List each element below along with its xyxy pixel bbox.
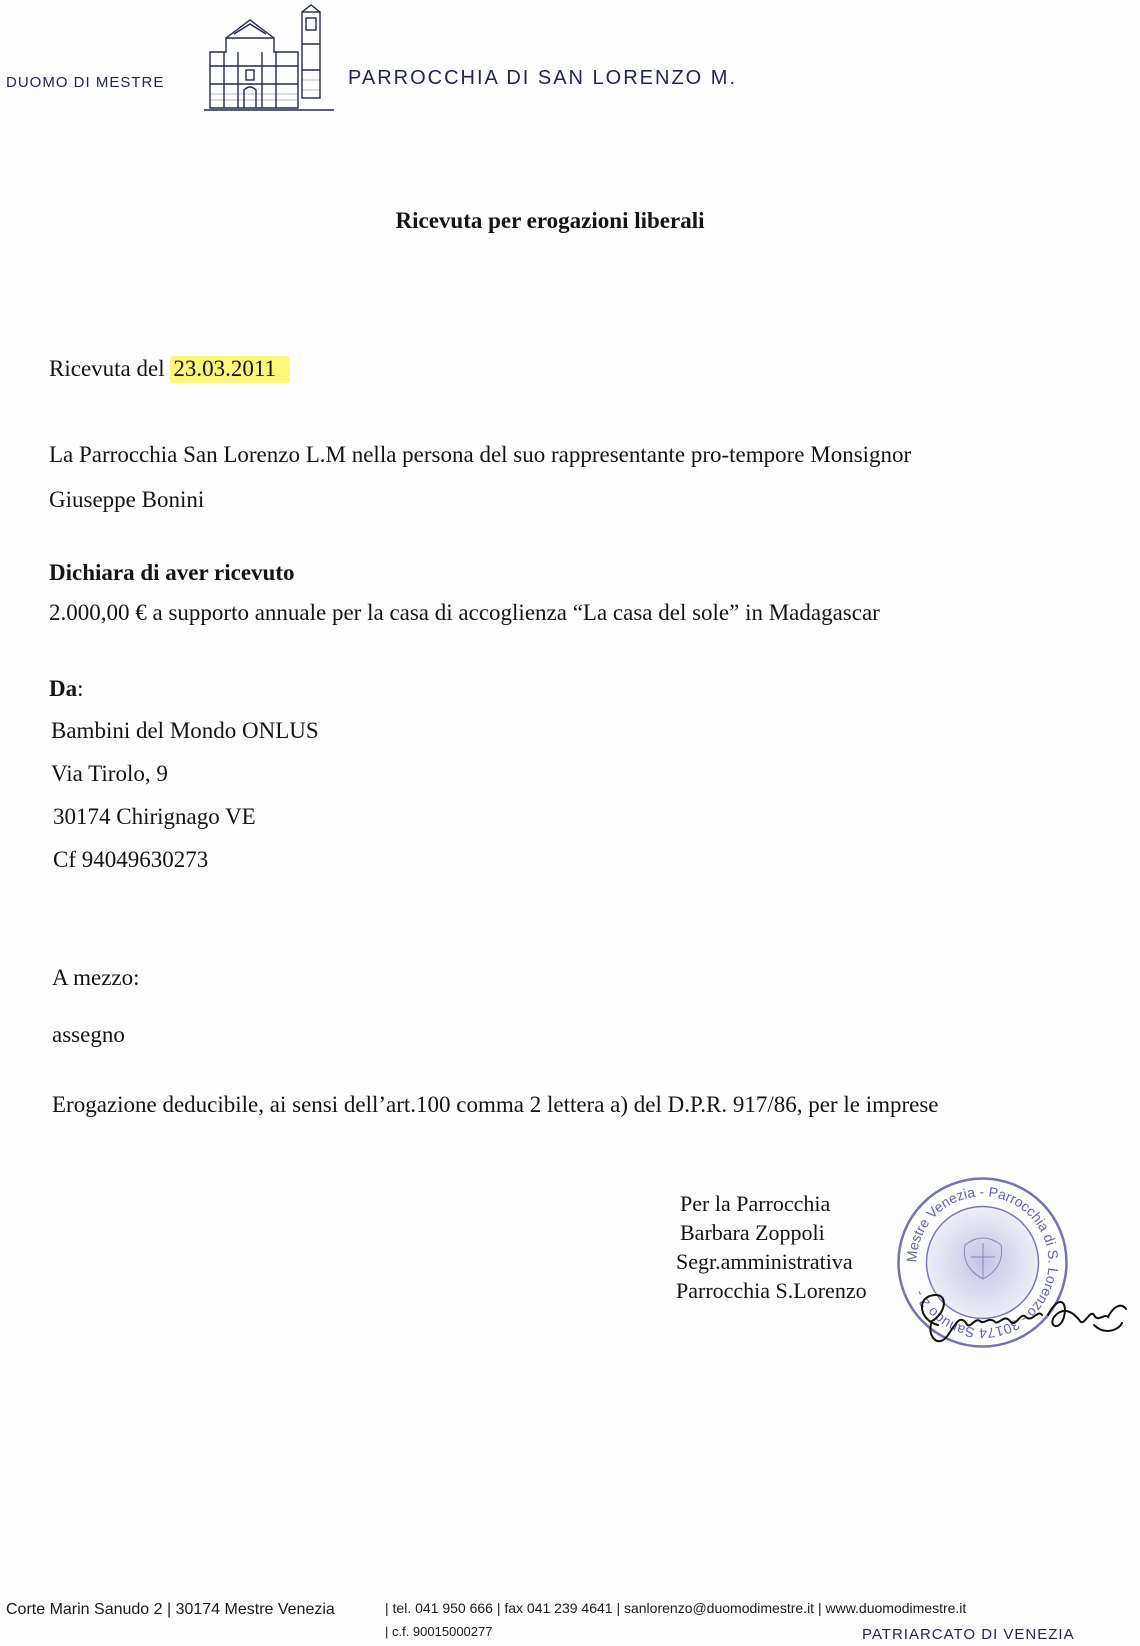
declaration-text: 2.000,00 € a supporto annuale per la casa di accoglienza “La casa del sole” in Madagascar xyxy=(49,600,880,625)
footer-contacts: | tel. 041 950 666 | fax 041 239 4641 | sanlorenzo@duomodimestre.it | www.duomodimestre.it xyxy=(385,1600,967,1616)
from-line: 30174 Chirignago VE xyxy=(53,804,256,829)
means-value: assegno xyxy=(52,1022,125,1047)
stamp-ring-text: Mestre Venezia - Parrocchia di S. Lorenzo - 30174 Sanudo 2 - xyxy=(903,1183,1062,1342)
means-heading: A mezzo: xyxy=(52,965,140,990)
signature-line: Segr.amministrativa xyxy=(676,1249,853,1274)
declaration-heading: Dichiara di aver ricevuto xyxy=(49,560,295,585)
receipt-date-label: Ricevuta del xyxy=(49,356,165,381)
from-heading: Da xyxy=(49,676,78,701)
from-line: Via Tirolo, 9 xyxy=(51,761,168,786)
receipt-date-line xyxy=(49,356,290,382)
letterhead-left: DUOMO DI MESTRE xyxy=(6,74,165,91)
receipt-date: 23.03.2011 xyxy=(170,356,290,383)
signature-line: Parrocchia S.Lorenzo xyxy=(676,1278,867,1303)
signature-line: Barbara Zoppoli xyxy=(680,1220,825,1245)
declarant-line-1: La Parrocchia San Lorenzo L.M nella persona del suo rappresentante pro-tempore Monsignor xyxy=(49,442,912,467)
from-line: Cf 94049630273 xyxy=(53,847,209,872)
from-line: Bambini del Mondo ONLUS xyxy=(51,718,319,743)
document-title: Ricevuta per erogazioni liberali xyxy=(395,208,705,233)
from-heading-line xyxy=(49,676,84,702)
letterhead-right: PARROCCHIA DI SAN LORENZO M. xyxy=(348,67,738,89)
declarant-line-2: Giuseppe Bonini xyxy=(49,487,205,512)
footer-patriarcato: PATRIARCATO DI VENEZIA xyxy=(862,1626,1075,1643)
footer-tax-code: | c.f. 90015000277 xyxy=(385,1624,493,1639)
footer-address: Corte Marin Sanudo 2 | 30174 Mestre Venezia xyxy=(6,1601,335,1618)
from-colon: : xyxy=(77,676,84,701)
church-logo-icon xyxy=(202,4,336,116)
deductibility-note: Erogazione deducibile, ai sensi dell’art.100 comma 2 lettera a) del D.P.R. 917/86, per le imprese xyxy=(52,1092,939,1117)
signature-line: Per la Parrocchia xyxy=(680,1191,831,1216)
handwritten-signature xyxy=(908,1265,1128,1360)
